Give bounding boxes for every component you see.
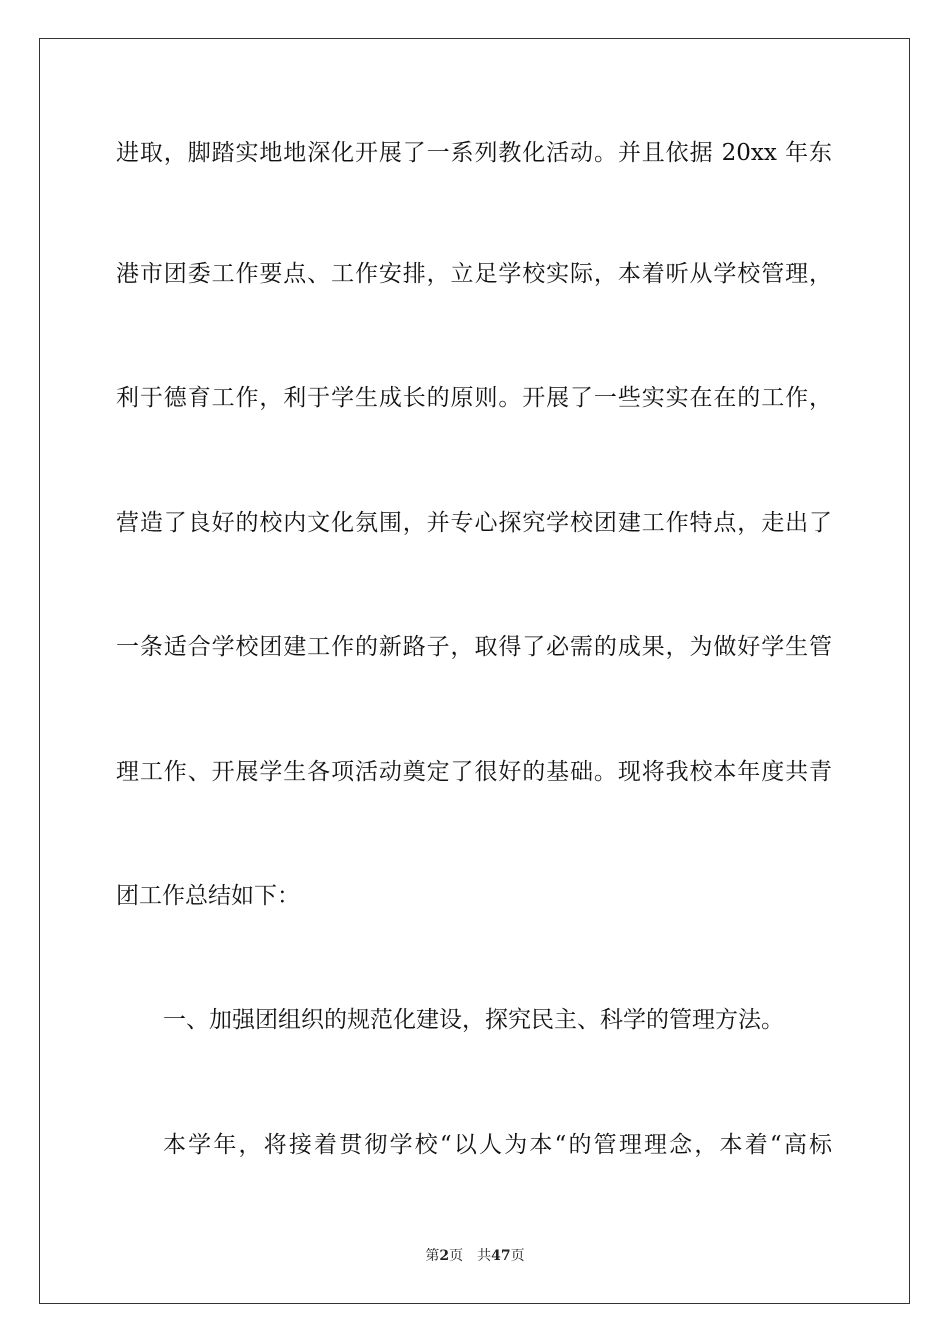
page-suffix: 页 — [449, 1248, 464, 1264]
body-text-line: 理工作、开展学生各项活动奠定了很好的基础。现将我校本年度共青 — [116, 759, 832, 785]
body-text-line: 进取，脚踏实地地深化开展了一系列教化活动。并且依据 20xx 年东 — [116, 140, 832, 166]
body-text-line: 利于德育工作，利于学生成长的原则。开展了一些实实在在的工作， — [116, 385, 832, 411]
page-border — [39, 38, 910, 1304]
total-pages: 47 — [491, 1248, 511, 1264]
total-suffix: 页 — [510, 1248, 525, 1264]
page-number: 2 — [439, 1248, 450, 1264]
page-prefix: 第 — [425, 1248, 440, 1264]
page-footer — [0, 1246, 950, 1266]
body-text-line: 本学年，将接着贯彻学校“以人为本“的管理理念，本着“高标 — [163, 1132, 832, 1158]
body-text-line: 港市团委工作要点、工作安排，立足学校实际，本着听从学校管理， — [116, 261, 832, 287]
section-heading: 一、加强团组织的规范化建设，探究民主、科学的管理方法。 — [163, 1007, 784, 1033]
body-text-line: 营造了良好的校内文化氛围，并专心探究学校团建工作特点，走出了 — [116, 510, 832, 536]
body-text-line: 一条适合学校团建工作的新路子，取得了必需的成果，为做好学生管 — [116, 634, 832, 660]
body-text-line: 团工作总结如下： — [116, 883, 300, 909]
total-prefix: 共 — [477, 1248, 492, 1264]
